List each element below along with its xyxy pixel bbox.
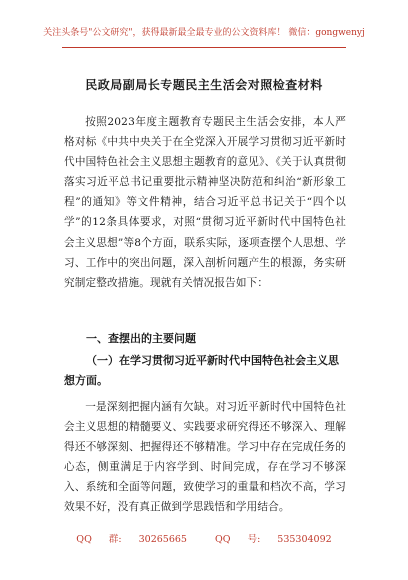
intro-paragraph: 按照2023年度主题教育专题民主生活会安排，本人严格对标《中共中央关于在全党深入开展学习贯彻习近平新时代中国特色社会主义思想主题教育的意见》、《关于认真贯彻落实习近平总书记重要批示精神坚决防范和纠治“新形象工程”的通知》等文件精神，结合习近平总书记关于“四个以学”的12条具体要求，对照“贯彻习近平新时代中国特色社会主义思想”等8个方面，联系实际，逐项查摆个人思想、学习、工作中的突出问题，深入剖析问题产生的根源，务实研究制定整改措施。现就有关情况报告如下： [64, 116, 346, 289]
document-title: 民政局副局长专题民主生活会对照检查材料 [85, 78, 323, 92]
header-banner: 关注头条号"公文研究"，获得最新最全最专业的公文资料库！ 微信：gongwenyj [43, 28, 365, 38]
body-paragraph: 一是深刻把握内涵有欠缺。对习近平新时代中国特色社会主义思想的精髓要义、实践要求研究得还不够深入、理解得还不够深刻、把握得还不够精准。学习中存在完成任务的心态，侧重满足于内容学到、时间完成，存在学习不够深入、系统和全面等问题，致使学习的重量和档次不高，学习效果不好，没有真正做到学思践悟和学用结合。 [64, 401, 346, 514]
section-heading: 一、查摆出的主要问题 [86, 332, 196, 345]
footer-qq-group: QQ 群: 30265665 [76, 534, 187, 545]
footer-qq-number: QQ 号: 535304092 [214, 534, 332, 545]
footer [0, 531, 408, 545]
header-divider [62, 47, 346, 48]
subsection-heading: （一）在学习贯彻习近平新时代中国特色社会主义思想方面。 [64, 354, 339, 387]
